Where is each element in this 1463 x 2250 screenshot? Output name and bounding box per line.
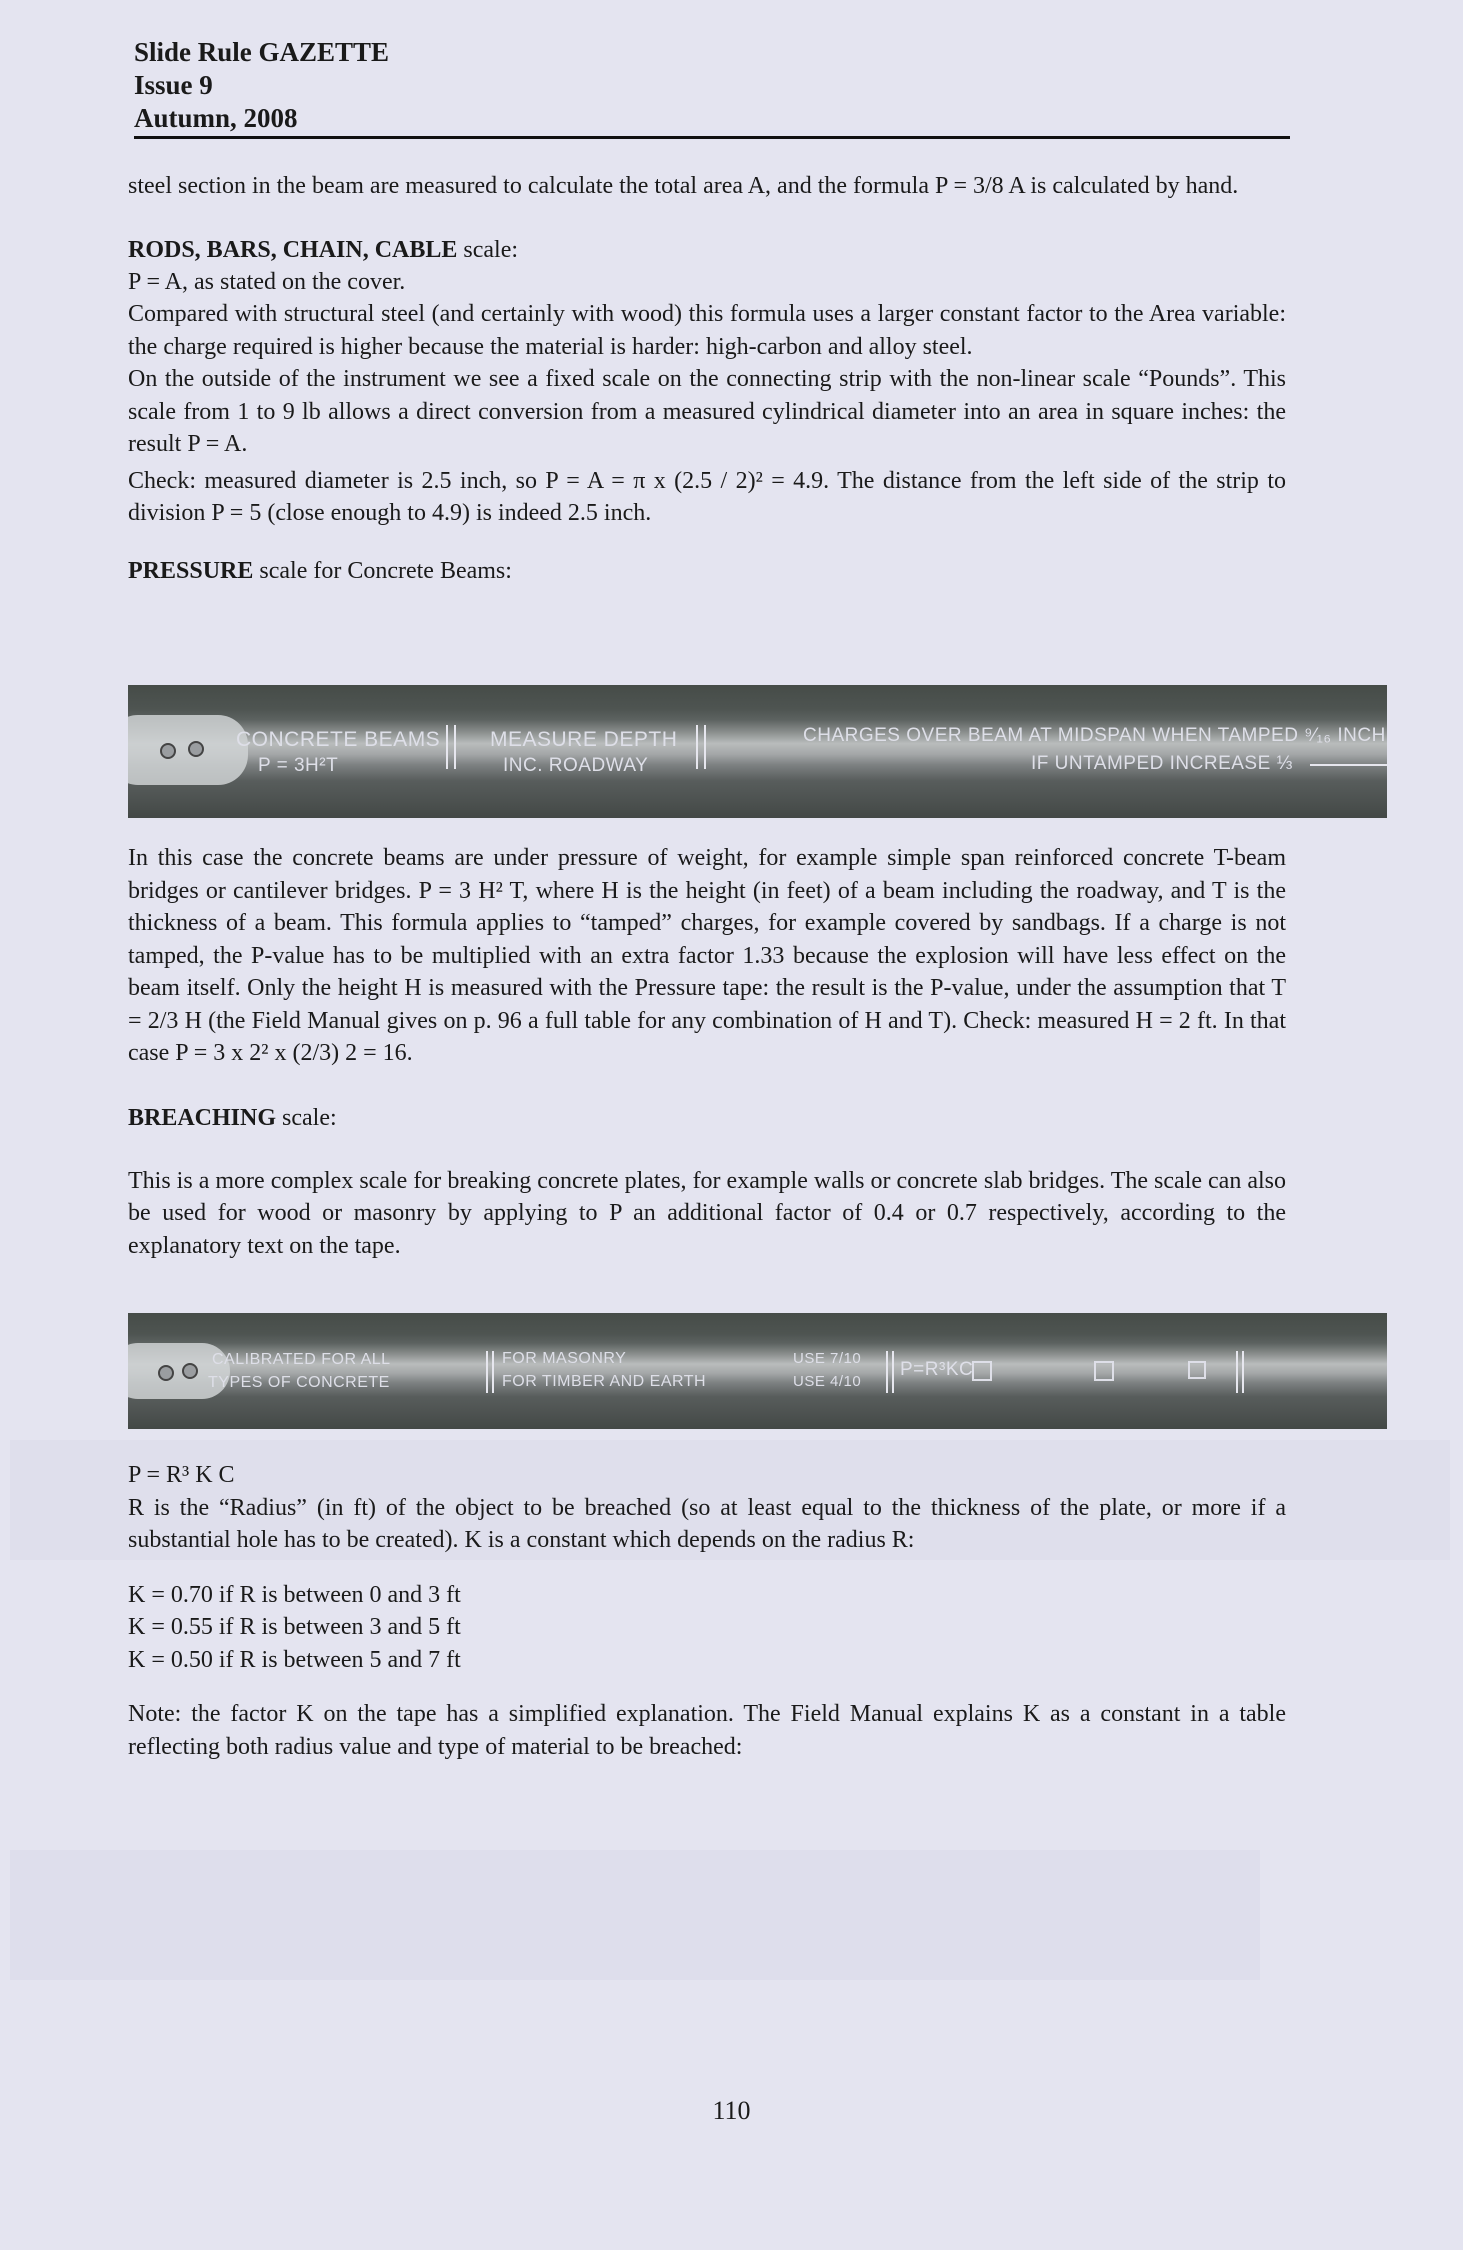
tape2-label-use-timber: USE 4/10 <box>793 1373 862 1390</box>
tape2-formula: P=R³KC <box>900 1359 974 1380</box>
tape-pointer-line <box>1310 764 1387 766</box>
rods-check: Check: measured diameter is 2.5 inch, so P = A = π x (2.5 / 2)² = 4.9. The distance from the left side of the strip to division P = 5 (close enough to 4.9) is indeed 2.5 inch. <box>128 467 1286 526</box>
tape2-label-calibrated: CALIBRATED FOR ALL <box>212 1351 391 1368</box>
pressure-heading-bold: PRESSURE <box>128 557 254 584</box>
rods-heading <box>128 234 1286 266</box>
tape1-label-roadway: INC. ROADWAY <box>503 755 649 776</box>
breaching-tape-photo <box>128 1313 1387 1429</box>
tape-rivet <box>182 1363 198 1379</box>
breaching-paragraph: This is a more complex scale for breaking concrete plates, for example walls or concrete slab bridges. The scale can also be used for wood or masonry by applying to P an additional factor of 0.4 or 0.7 respectively, according to the explanatory text on the tape. <box>128 1167 1286 1259</box>
pressure-paragraph: In this case the concrete beams are under pressure of weight, for example simple span reinforced concrete T-beam bridges or cantilever bridges. P = 3 H² T, where H is the height (in feet) of a beam including the roadway, and T is the thickness of a beam. This formula applies to “tamped” charges, for example covered by sandbags. If a charge is not tamped, the P-value has to be multiplied with an extra factor 1.33 because the explosion will have less effect on the beam itself. Only the height H is measured with the Pressure tape: the result is the P-value, under the assumption that T = 2/3 H (the Field Manual gives on p. 96 a full table for any combination of H and T). Check: measured H = 2 ft. In that case P = 3 x 2² x (2/3) 2 = 16. <box>128 845 1286 1066</box>
pressure-heading-rest: scale for Concrete Beams: <box>253 557 512 584</box>
bleed-through-block <box>10 1850 1260 1980</box>
tape2-diagram-b <box>1094 1361 1114 1381</box>
tape2-label-masonry: FOR MASONRY <box>502 1350 627 1367</box>
k-value-list <box>128 1579 1286 1677</box>
tape-divider <box>446 725 448 769</box>
issue-number: Issue 9 <box>134 70 213 100</box>
k-value-item: K = 0.70 if R is between 0 and 3 ft <box>128 1581 461 1608</box>
breaching-heading <box>128 1102 1286 1134</box>
header-rule <box>134 136 1290 139</box>
note-paragraph: Note: the factor K on the tape has a simplified explanation. The Field Manual explains K as a constant in a table reflecting both radius value and type of material to be breached: <box>128 1701 1286 1760</box>
tape2-diagram-a <box>972 1361 992 1381</box>
k-value-item: K = 0.50 if R is between 5 and 7 ft <box>128 1646 461 1673</box>
tape1-label-charges: CHARGES OVER BEAM AT MIDSPAN WHEN TAMPED ⁹⁄₁₆ INCH <box>803 725 1386 746</box>
tape2-label-use-masonry: USE 7/10 <box>793 1350 862 1367</box>
intro-paragraph: steel section in the beam are measured to calculate the total area A, and the formula P = 3/8 A is calculated by hand. <box>128 173 1239 199</box>
tape1-label-concrete-beams: CONCRETE BEAMS <box>236 728 441 751</box>
breaching-formula: P = R³ K C <box>128 1462 235 1488</box>
tape2-diagram-c <box>1188 1361 1206 1379</box>
tape-divider <box>1236 1351 1238 1393</box>
tape-divider <box>696 725 698 769</box>
rods-line: P = A, as stated on the cover. <box>128 268 406 295</box>
tape-divider <box>492 1351 494 1393</box>
tape-divider <box>704 725 706 769</box>
breaching-formula-section <box>128 1459 1286 1763</box>
tape-rivet <box>160 743 176 759</box>
page-number: 110 <box>712 2096 751 2125</box>
tape-divider <box>892 1351 894 1393</box>
tape2-label-concrete-types: TYPES OF CONCRETE <box>208 1374 390 1391</box>
publication-title: Slide Rule GAZETTE <box>134 37 390 67</box>
page-header <box>134 36 1290 135</box>
pressure-section <box>128 842 1286 1262</box>
pressure-tape-photo <box>128 685 1387 818</box>
issue-date: Autumn, 2008 <box>134 103 298 133</box>
pressure-heading <box>128 555 1286 587</box>
tape-rivet <box>158 1365 174 1381</box>
tape-divider <box>1242 1351 1244 1393</box>
rods-heading-bold: RODS, BARS, CHAIN, CABLE <box>128 236 458 263</box>
tape-rivet <box>188 741 204 757</box>
breaching-heading-bold: BREACHING <box>128 1104 277 1131</box>
tape1-label-untamped: IF UNTAMPED INCREASE ⅓ <box>1031 753 1293 774</box>
tape1-label-measure-depth: MEASURE DEPTH <box>490 728 678 751</box>
breaching-heading-rest: scale: <box>276 1104 337 1131</box>
rods-heading-rest: scale: <box>457 236 519 263</box>
k-value-item: K = 0.55 if R is between 3 and 5 ft <box>128 1614 461 1640</box>
tape-divider <box>886 1351 888 1393</box>
rods-paragraph-2: Compared with structural steel (and certainly with wood) this formula uses a larger constant factor to the Area variable: the charge required is higher because the material is harder: high-carbon and alloy steel. <box>128 301 1286 360</box>
tape2-label-timber: FOR TIMBER AND EARTH <box>502 1373 707 1390</box>
rods-paragraph-3: On the outside of the instrument we see a fixed scale on the connecting strip with the non-linear scale “Pounds”. This scale from 1 to 9 lb allows a direct conversion from a measured cylindrical diameter into an area in square inches: the result P = A. <box>128 366 1286 457</box>
article-body <box>128 170 1286 587</box>
radius-paragraph: R is the “Radius” (in ft) of the object to be breached (so at least equal to the thickness of the plate, or more if a substantial hole has to be created). K is a constant which depends on the radius R: <box>128 1494 1286 1553</box>
tape1-label-formula: P = 3H²T <box>258 755 339 776</box>
tape-divider <box>454 725 456 769</box>
tape-divider <box>486 1351 488 1393</box>
